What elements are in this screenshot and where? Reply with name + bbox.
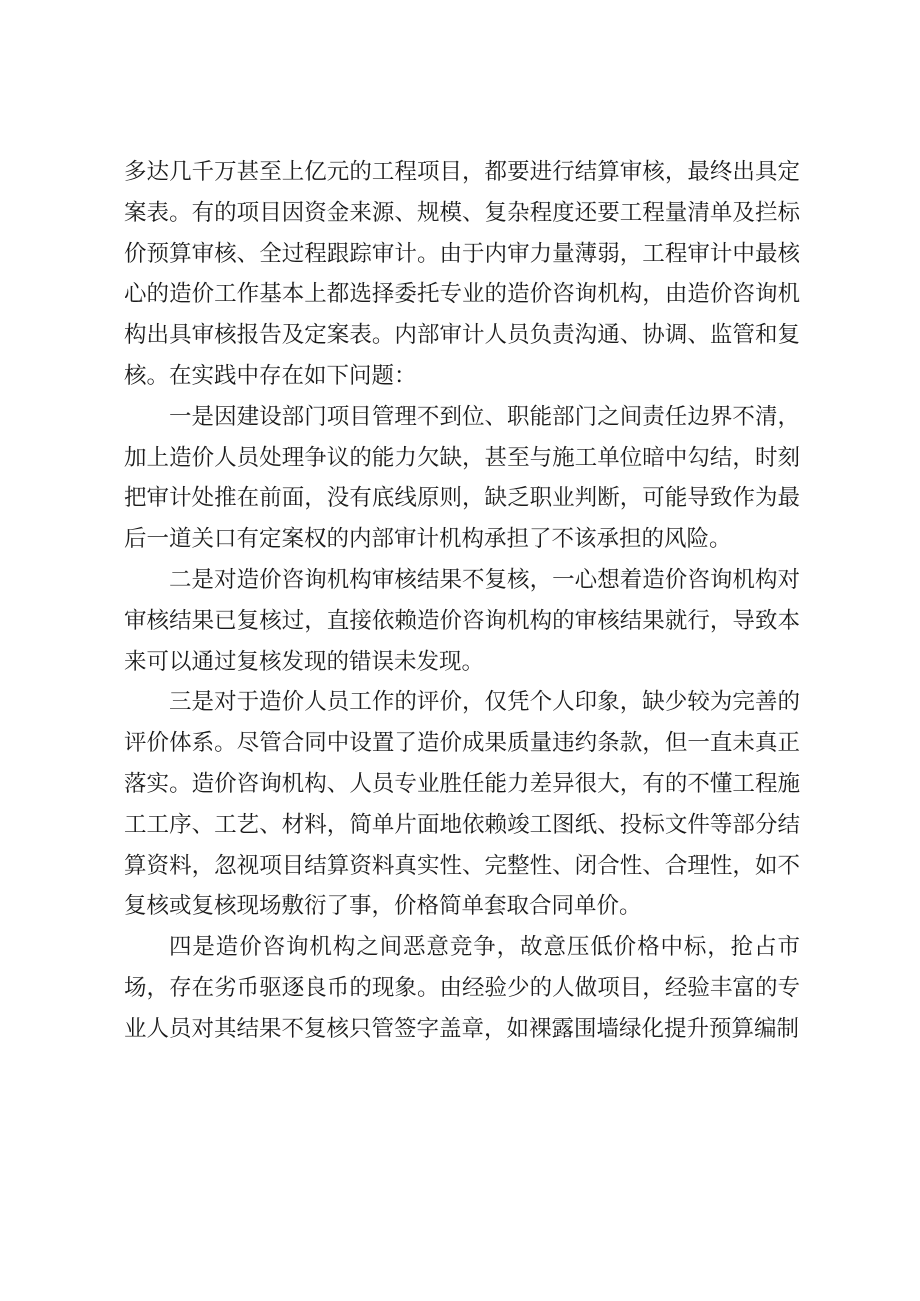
paragraph-issue-1: 一是因建设部门项目管理不到位、职能部门之间责任边界不清，加上造价人员处理争议的能力欠缺，甚至与施工单位暗中勾结，时刻把审计处推在前面，没有底线原则，缺乏职业判断，可能导致作为最后一道关口有定案权的内部审计机构承担了不该承担的风险。 — [124, 403, 800, 553]
paragraph-issue-4: 四是造价咨询机构之间恶意竞争，故意压低价格中标，抢占市场，存在劣币驱逐良币的现象。由经验少的人做项目，经验丰富的专业人员对其结果不复核只管签字盖章，如裸露围墙绿化提升预算编制 — [124, 934, 800, 1042]
paragraph-issue-3: 三是对于造价人员工作的评价，仅凭个人印象，缺少较为完善的评价体系。尽管合同中设置了造价成果质量违约条款，但一直未真正落实。造价咨询机构、人员专业胜任能力差异很大，有的不懂工程施工工序、工艺、材料，简单片面地依赖竣工图纸、投标文件等部分结算资料，忽视项目结算资料真实性、完整性、闭合性、合理性，如不复核或复核现场敷衍了事，价格简单套取合同单价。 — [124, 689, 800, 920]
paragraph-issue-2: 二是对造价咨询机构审核结果不复核，一心想着造价咨询机构对审核结果已复核过，直接依赖造价咨询机构的审核结果就行，导致本来可以通过复核发现的错误未发现。 — [124, 566, 800, 675]
paragraph-continuation: 多达几千万甚至上亿元的工程项目，都要进行结算审核，最终出具定案表。有的项目因资金来源、规模、复杂程度还要工程量清单及拦标价预算审核、全过程跟踪审计。由于内审力量薄弱，工程审计中最核心的造价工作基本上都选择委托专业的造价咨询机构，由造价咨询机构出具审核报告及定案表。内部审计人员负责沟通、协调、监管和复核。在实践中存在如下问题： — [124, 159, 800, 389]
document-body — [124, 152, 800, 1050]
